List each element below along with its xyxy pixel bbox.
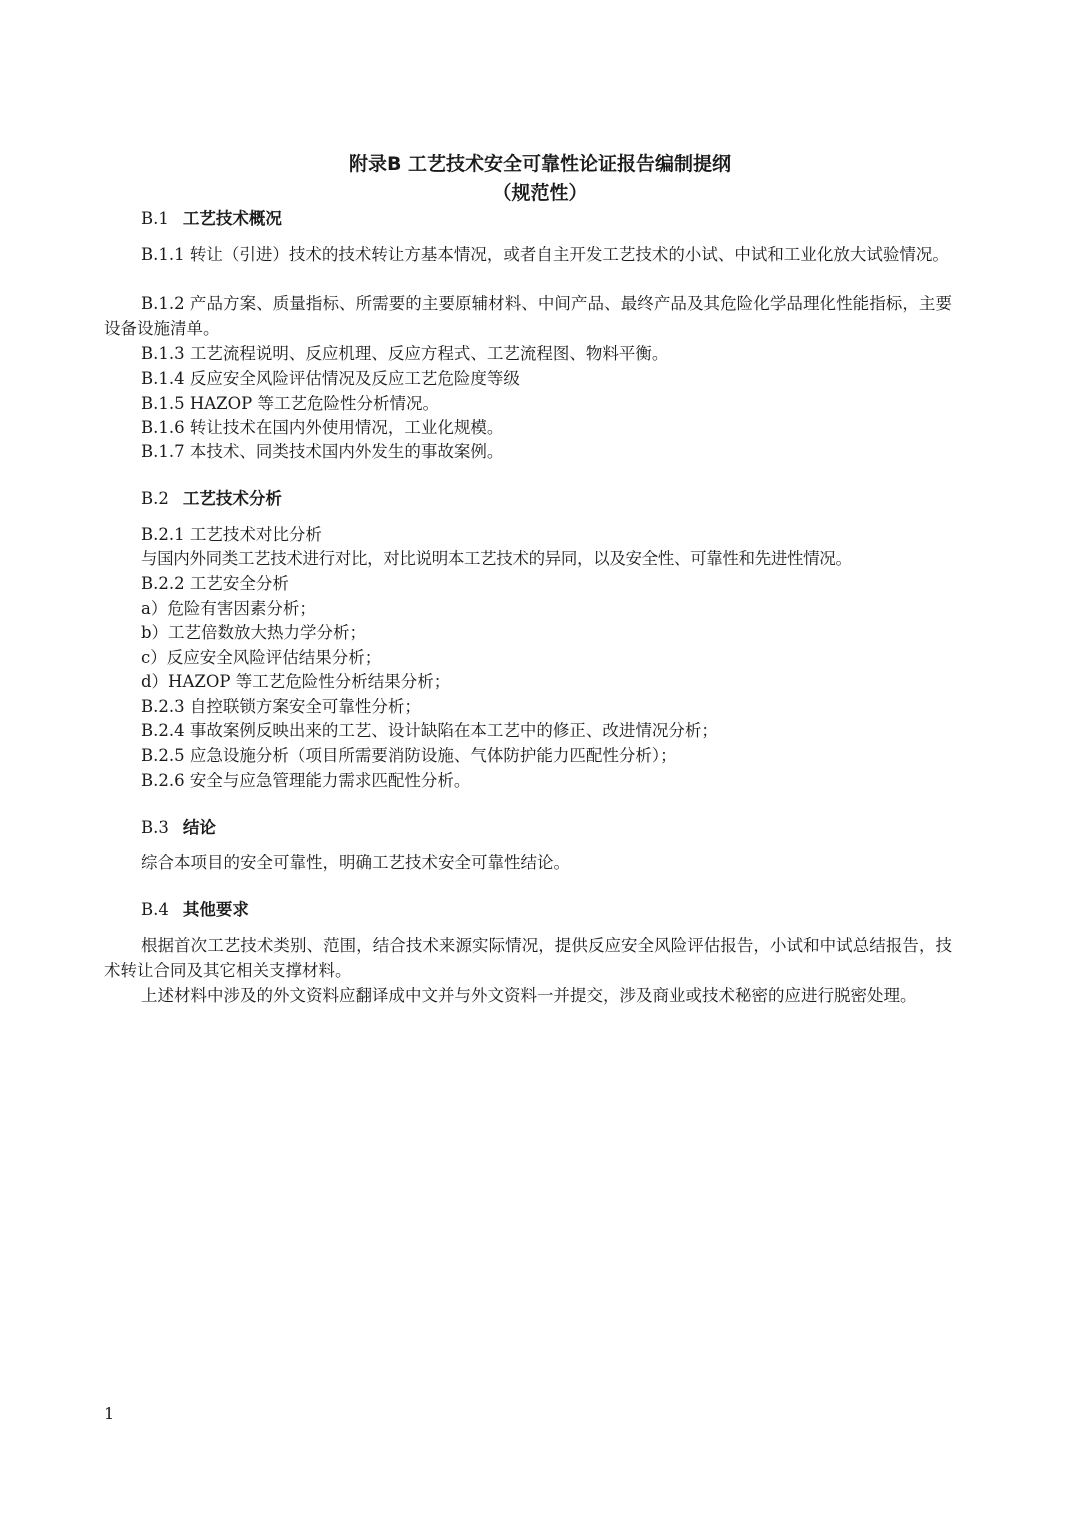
section-title: 其他要求 xyxy=(182,900,249,919)
document-subtitle: （规范性） xyxy=(492,182,588,204)
paragraph-b1-1: B.1.1 转让（引进）技术的技术转让方基本情况，或者自主开发工艺技术的小试、中试和工业化放大试验情况。 xyxy=(141,245,949,264)
list-item-b2-2-b: b）工艺倍数放大热力学分析； xyxy=(141,623,367,642)
paragraph-b1-3: B.1.3 工艺流程说明、反应机理、反应方程式、工艺流程图、物料平衡。 xyxy=(141,344,669,363)
page-number: 1 xyxy=(104,1404,115,1423)
paragraph-b3-1: 综合本项目的安全可靠性，明确工艺技术安全可靠性结论。 xyxy=(141,853,570,872)
section-number: B.4 xyxy=(141,900,169,919)
paragraph-b2-2: B.2.2 工艺安全分析 xyxy=(141,574,289,593)
section-title: 工艺技术概况 xyxy=(182,209,282,228)
paragraph-b1-5: B.1.5 HAZOP 等工艺危险性分析情况。 xyxy=(141,394,439,413)
paragraph-b1-6: B.1.6 转让技术在国内外使用情况，工业化规模。 xyxy=(141,418,504,437)
section-number: B.3 xyxy=(141,818,169,837)
section-heading-b4 xyxy=(141,898,249,922)
paragraph-b2-1: B.2.1 工艺技术对比分析 xyxy=(141,525,322,544)
section-number: B.2 xyxy=(141,489,169,508)
paragraph-b1-2: B.1.2 产品方案、质量指标、所需要的主要原辅材料、中间产品、最终产品及其危险化学品理化性能指标，主要设备设施清单。 xyxy=(104,294,952,338)
paragraph-b1-7: B.1.7 本技术、同类技术国内外发生的事故案例。 xyxy=(141,442,504,461)
section-title: 结论 xyxy=(182,818,216,837)
section-number: B.1 xyxy=(141,209,169,228)
section-heading-b3 xyxy=(141,816,216,840)
list-item-b2-2-c: c）反应安全风险评估结果分析； xyxy=(141,648,382,667)
paragraph-b4-2: 上述材料中涉及的外文资料应翻译成中文并与外文资料一并提交，涉及商业或技术秘密的应进行脱密处理。 xyxy=(141,986,917,1005)
paragraph-b2-3: B.2.3 自控联锁方案安全可靠性分析； xyxy=(141,697,421,716)
list-item-b2-2-a: a）危险有害因素分析； xyxy=(141,599,316,618)
document-title: 附录B 工艺技术安全可靠性论证报告编制提纲 xyxy=(348,153,732,175)
paragraph-b2-6: B.2.6 安全与应急管理能力需求匹配性分析。 xyxy=(141,771,471,790)
paragraph-b1-4: B.1.4 反应安全风险评估情况及反应工艺危险度等级 xyxy=(141,369,520,388)
paragraph-b2-5: B.2.5 应急设施分析（项目所需要消防设施、气体防护能力匹配性分析）； xyxy=(141,746,677,765)
list-item-b2-2-d: d）HAZOP 等工艺危险性分析结果分析； xyxy=(141,672,451,691)
paragraph-b2-4: B.2.4 事故案例反映出来的工艺、设计缺陷在本工艺中的修正、改进情况分析； xyxy=(141,721,718,740)
section-heading-b2 xyxy=(141,487,282,511)
section-title: 工艺技术分析 xyxy=(182,489,282,508)
paragraph-b4-1: 根据首次工艺技术类别、范围，结合技术来源实际情况，提供反应安全风险评估报告，小试和中试总结报告，技术转让合同及其它相关支撑材料。 xyxy=(104,936,952,980)
paragraph-b2-1-text: 与国内外同类工艺技术进行对比，对比说明本工艺技术的异同，以及安全性、可靠性和先进性情况。 xyxy=(141,549,852,568)
section-heading-b1 xyxy=(141,207,282,231)
